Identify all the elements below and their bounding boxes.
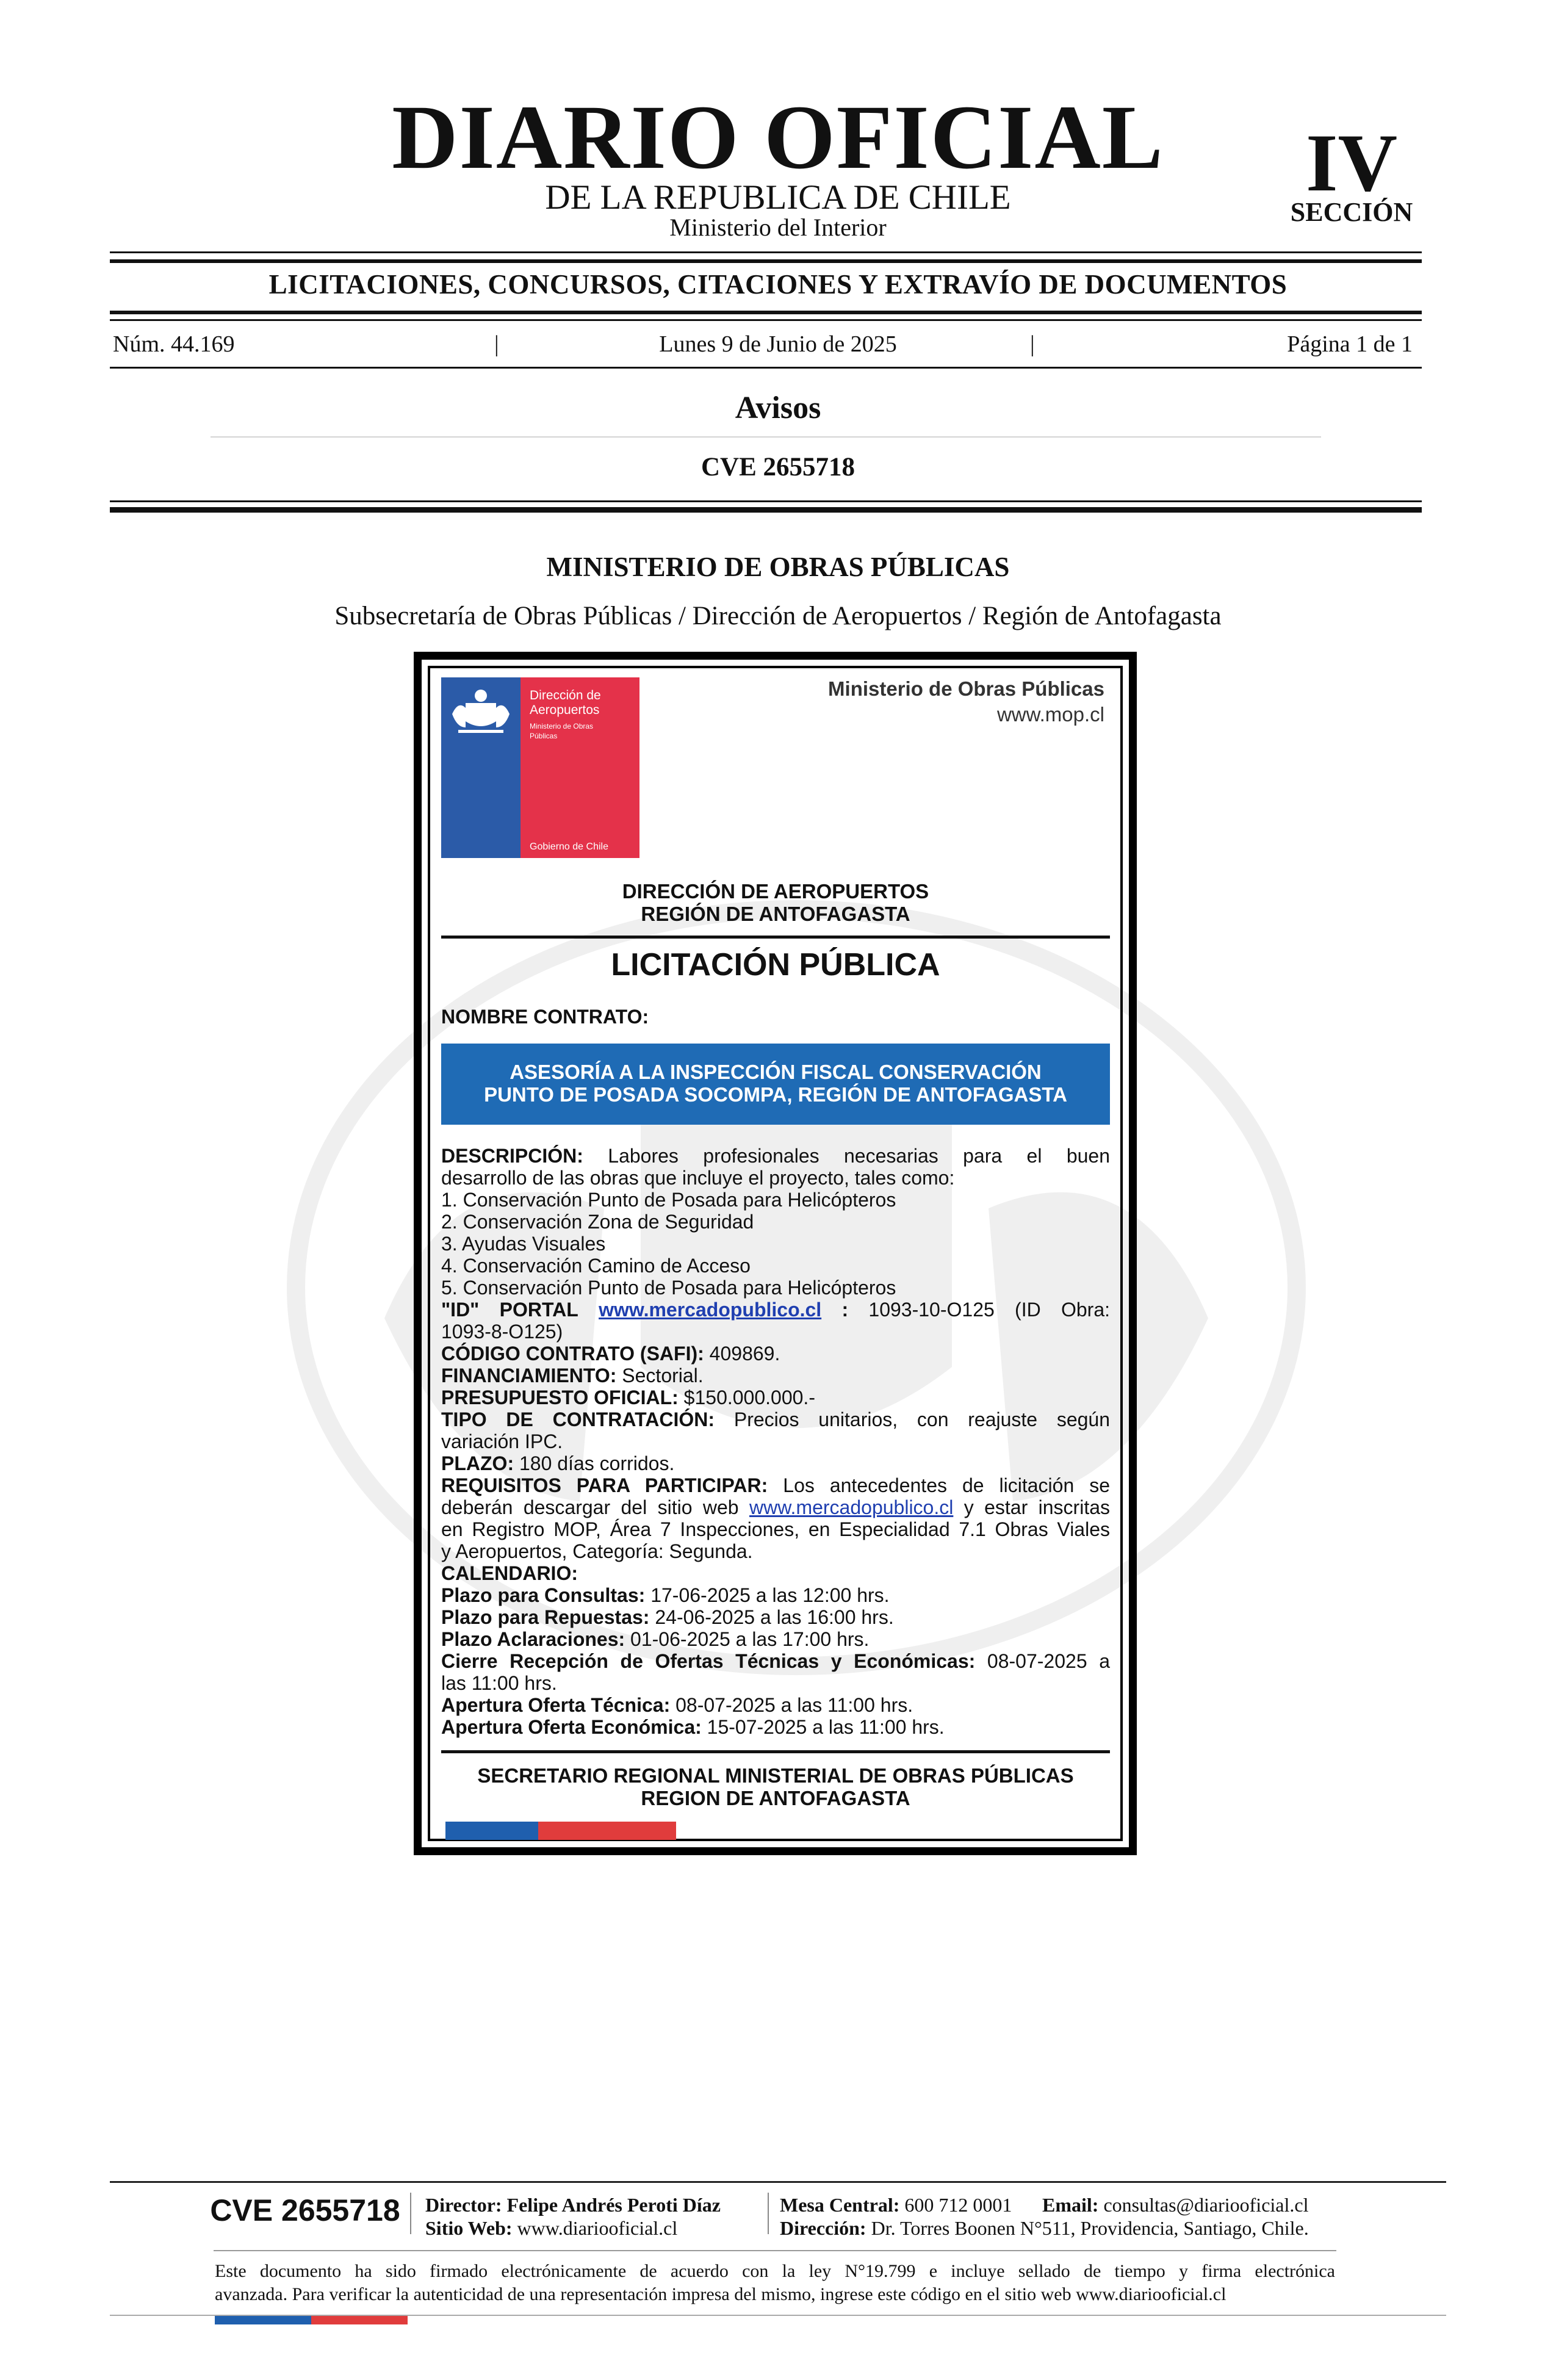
closing-line-2: las 11:00 hrs. <box>441 1672 557 1694</box>
footer-address <box>780 2218 1309 2238</box>
funding-value: Sectorial. <box>622 1365 704 1387</box>
divider <box>110 500 1422 502</box>
calendar-heading: CALENDARIO: <box>441 1562 578 1584</box>
tech-opening-label: Apertura Oferta Técnica: <box>441 1694 671 1716</box>
footer-email <box>1042 2195 1308 2215</box>
direction-line-1: DIRECCIÓN DE AEROPUERTOS <box>622 880 929 903</box>
closing-label: Cierre Recepción de Ofertas Técnicas y Económicas: <box>441 1650 976 1672</box>
econ-opening-label: Apertura Oferta Económica: <box>441 1716 702 1738</box>
notice-rule <box>441 936 1110 939</box>
calendar-row <box>441 1584 1110 1606</box>
calendar-label <box>441 1562 1110 1584</box>
divider <box>110 311 1422 314</box>
cve-code: CVE 2655718 <box>701 453 855 481</box>
funding-label: FINANCIAMIENTO: <box>441 1365 617 1387</box>
portal-link[interactable]: www.mercadopublico.cl <box>599 1299 822 1321</box>
requirements-line-2 <box>441 1496 1110 1518</box>
tech-opening-value: 08-07-2025 a las 11:00 hrs. <box>675 1694 913 1716</box>
code-line <box>441 1343 1110 1365</box>
email-label: Email: <box>1042 2194 1099 2216</box>
list-item: 2. Conservación Zona de Seguridad <box>441 1211 754 1233</box>
description-label: DESCRIPCIÓN: <box>441 1145 583 1167</box>
direction-line-2: REGIÓN DE ANTOFAGASTA <box>641 903 910 925</box>
requirements-label: REQUISITOS PARA PARTICIPAR: <box>441 1474 768 1496</box>
calendar-row-label: Plazo Aclaraciones: <box>441 1628 625 1650</box>
logo-line1: Dirección de <box>530 688 601 702</box>
footer-mesa <box>780 2195 1012 2215</box>
requirements-text: y estar inscritas <box>963 1496 1111 1518</box>
contract-name-line-1: ASESORÍA A LA INSPECCIÓN FISCAL CONSERVACIÓN <box>510 1061 1042 1083</box>
budget-value: $150.000.000.- <box>683 1387 815 1408</box>
contract-label: NOMBRE CONTRATO: <box>441 1006 649 1028</box>
notice-rule <box>441 1750 1110 1753</box>
page-indicator: Página 1 de 1 <box>1287 331 1413 357</box>
mop-name: Ministerio de Obras Públicas <box>828 677 1104 700</box>
requirements-link[interactable]: www.mercadopublico.cl <box>749 1496 954 1518</box>
divider <box>110 367 1422 369</box>
code-value: 409869. <box>709 1343 780 1365</box>
footer-website <box>425 2218 677 2238</box>
type-value: Precios unitarios, con reajuste según <box>733 1408 1111 1430</box>
ministry-subtitle: Subsecretaría de Obras Públicas / Dirección de Aeropuertos / Región de Antofagasta <box>334 602 1222 630</box>
flag-stripe-blue <box>445 1822 538 1840</box>
website-label: Sitio Web: <box>425 2217 513 2239</box>
divider <box>110 251 1422 253</box>
director-value: Felipe Andrés Peroti Díaz <box>506 2194 721 2216</box>
portal-label: "ID" PORTAL <box>441 1299 578 1321</box>
footer-stripe-red <box>311 2316 408 2324</box>
type-label: TIPO DE CONTRATACIÓN: <box>441 1408 715 1430</box>
calendar-row-label: Plazo para Repuestas: <box>441 1606 650 1628</box>
direccion-aeropuertos-logo <box>441 677 639 858</box>
issue-number: Núm. 44.169 <box>113 331 235 357</box>
description-text: Labores profesionales necesarias para el buen <box>608 1145 1111 1167</box>
footer-divider <box>214 2250 1336 2251</box>
budget-line <box>441 1387 1110 1408</box>
closing-value: 08-07-2025 a <box>987 1650 1111 1672</box>
signature-line-1: SECRETARIO REGIONAL MINISTERIAL DE OBRAS PÚBLICAS <box>477 1764 1074 1787</box>
description-line-2: desarrollo de las obras que incluye el proyecto, tales como: <box>441 1167 955 1189</box>
list-item: 3. Ayudas Visuales <box>441 1233 606 1255</box>
mesa-value: 600 712 0001 <box>904 2194 1012 2216</box>
footer-cve: CVE 2655718 <box>210 2193 400 2227</box>
list-item: 4. Conservación Camino de Acceso <box>441 1255 751 1277</box>
portal-value: 1093-10-O125 (ID Obra: <box>868 1299 1111 1321</box>
section-heading: LICITACIONES, CONCURSOS, CITACIONES Y EXTRAVÍO DE DOCUMENTOS <box>268 269 1288 300</box>
signature-line-2: REGION DE ANTOFAGASTA <box>641 1787 910 1809</box>
portal-line-1 <box>441 1299 1110 1321</box>
logo-line3: Ministerio de Obras <box>530 722 594 730</box>
term-label: PLAZO: <box>441 1452 514 1474</box>
notice-title: LICITACIÓN PÚBLICA <box>611 947 940 983</box>
requirements-text: Los antecedentes de licitación se <box>783 1474 1110 1496</box>
email-value[interactable]: consultas@diariooficial.cl <box>1103 2194 1309 2216</box>
light-divider <box>211 436 1321 438</box>
divider <box>110 507 1422 513</box>
calendar-row-value: 01-06-2025 a las 17:00 hrs. <box>630 1628 870 1650</box>
closing-line-1 <box>441 1650 1110 1672</box>
divider <box>110 319 1422 321</box>
requirements-line-1 <box>441 1474 1110 1496</box>
type-line-1 <box>441 1408 1110 1430</box>
avisos-heading: Avisos <box>735 391 821 425</box>
list-item: 1. Conservación Punto de Posada para Helicópteros <box>441 1189 896 1211</box>
mop-website: www.mop.cl <box>996 703 1104 726</box>
requirements-line-3: en Registro MOP, Área 7 Inspecciones, en Especialidad 7.1 Obras Viales <box>441 1518 1110 1540</box>
footer-stripe-blue <box>215 2316 311 2324</box>
calendar-row-value: 24-06-2025 a las 16:00 hrs. <box>655 1606 894 1628</box>
contract-name-line-2: PUNTO DE POSADA SOCOMPA, REGIÓN DE ANTOFAGASTA <box>484 1083 1067 1106</box>
term-value: 180 días corridos. <box>519 1452 675 1474</box>
footer-director <box>425 2195 721 2215</box>
divider <box>110 259 1422 263</box>
footer-legal-line-2: avanzada. Para verificar la autenticidad de una representación impresa del mismo, ingrese este código en el sitio web www.diariooficial.cl <box>215 2284 1226 2304</box>
flag-stripe-red <box>538 1822 676 1840</box>
newspaper-title: DIARIO OFICIAL <box>392 87 1164 188</box>
director-label: Director: <box>425 2194 502 2216</box>
description-line-1 <box>441 1145 1110 1167</box>
code-label: CÓDIGO CONTRATO (SAFI): <box>441 1343 704 1365</box>
econ-opening-value: 15-07-2025 a las 11:00 hrs. <box>707 1716 945 1738</box>
logo-line4: Públicas <box>530 732 558 740</box>
requirements-text: deberán descargar del sitio web <box>441 1496 739 1518</box>
budget-label: PRESUPUESTO OFICIAL: <box>441 1387 679 1408</box>
address-label: Dirección: <box>780 2217 866 2239</box>
footer-separator <box>768 2193 769 2234</box>
issue-date: Lunes 9 de Junio de 2025 <box>659 331 897 357</box>
list-item: 5. Conservación Punto de Posada para Helicópteros <box>441 1277 896 1299</box>
newspaper-subtitle: DE LA REPUBLICA DE CHILE <box>545 178 1011 217</box>
section-label: SECCIÓN <box>1290 197 1413 227</box>
calendar-row <box>441 1606 1110 1628</box>
logo-footer: Gobierno de Chile <box>530 842 608 852</box>
ministry-name: MINISTERIO DE OBRAS PÚBLICAS <box>546 552 1010 582</box>
meta-separator: | <box>494 331 499 357</box>
logo-line2: Aeropuertos <box>530 703 600 717</box>
portal-line-2: 1093-8-O125) <box>441 1321 563 1343</box>
newspaper-ministry: Ministerio del Interior <box>669 214 887 241</box>
portal-colon: : <box>841 1299 849 1321</box>
funding-line <box>441 1365 1110 1387</box>
calendar-row <box>441 1628 1110 1650</box>
footer-divider <box>110 2181 1446 2183</box>
meta-separator: | <box>1030 331 1035 357</box>
address-value: Dr. Torres Boonen N°511, Providencia, Santiago, Chile. <box>871 2217 1309 2239</box>
website-value[interactable]: www.diariooficial.cl <box>517 2217 678 2239</box>
type-line-2: variación IPC. <box>441 1430 563 1452</box>
footer-legal-line-1: Este documento ha sido firmado electrónicamente de acuerdo con la ley N°19.799 e incluye sellado de tiempo y firma electrónica <box>215 2261 1335 2281</box>
calendar-row-value: 17-06-2025 a las 12:00 hrs. <box>650 1584 890 1606</box>
calendar-row-label: Plazo para Consultas: <box>441 1584 646 1606</box>
tech-opening-line <box>441 1694 1110 1716</box>
section-number: IV <box>1305 118 1398 209</box>
term-line <box>441 1452 1110 1474</box>
requirements-line-4: y Aeropuertos, Categoría: Segunda. <box>441 1540 753 1562</box>
econ-opening-line <box>441 1716 1110 1738</box>
footer-separator <box>410 2193 411 2234</box>
mesa-label: Mesa Central: <box>780 2194 900 2216</box>
